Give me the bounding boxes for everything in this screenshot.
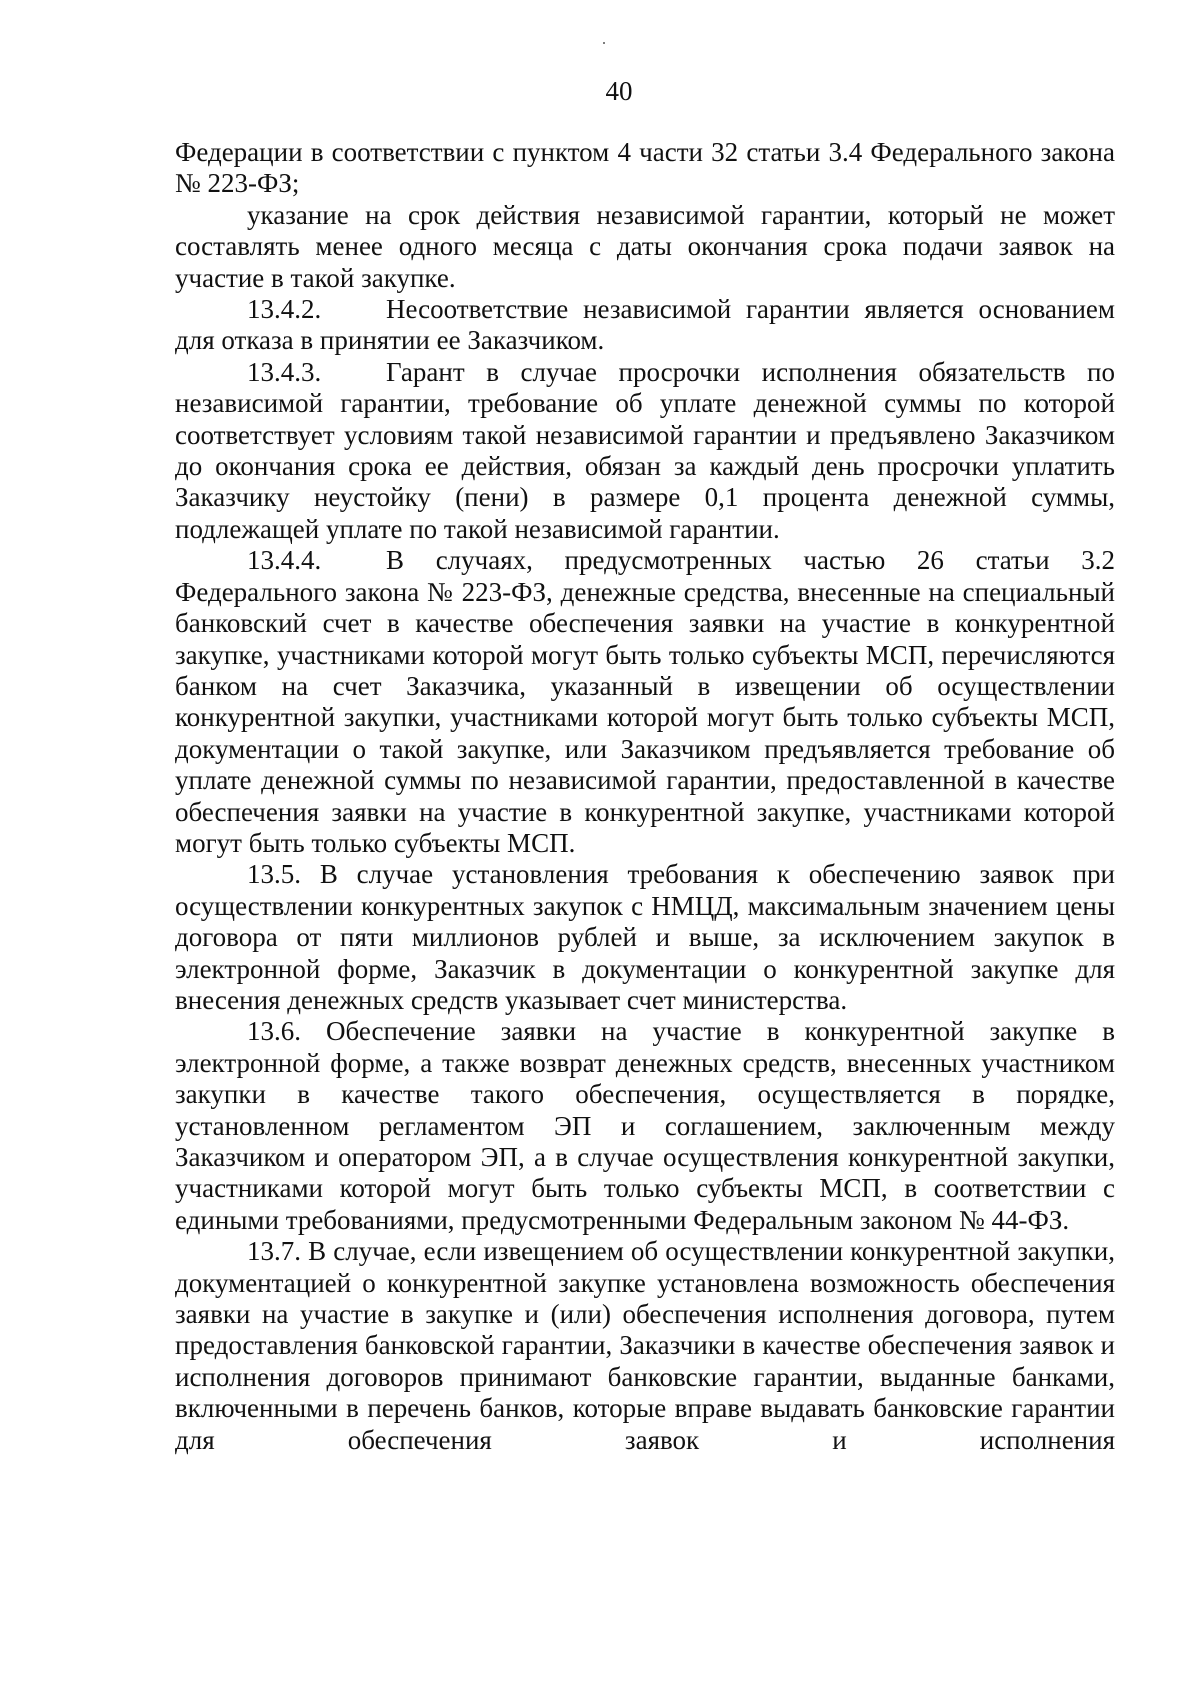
paragraph-text: Федерации в соответствии с пунктом 4 части 32 статьи 3.4 Федерального закона № 223-ФЗ;	[175, 137, 1115, 199]
paragraph-continuation	[175, 137, 1115, 200]
paragraph-13-4-4	[175, 545, 1115, 859]
paragraph-text: Несоответствие независимой гарантии является основанием для отказа в принятии ее Заказчиком.	[175, 294, 1115, 356]
scan-speck	[603, 42, 605, 44]
page-number: 40	[605, 76, 633, 106]
paragraph-13-4-2	[175, 294, 1115, 357]
paragraph-text: 13.6. Обеспечение заявки на участие в конкурентной закупке в электронной форме, а также возврат денежных средств, внесенных участником закупки в качестве такого обеспечения, осуществляется в порядке, установленном регламентом ЭП и соглашением, заключенным между Заказчиком и оператором ЭП, а в случае осуществления конкурентной закупки, участниками которой могут быть только субъекты МСП, в соответствии с едиными требованиями, предусмотренными Федеральным законом № 44-ФЗ.	[175, 1016, 1115, 1235]
paragraph-guarantee-term	[175, 200, 1115, 294]
document-body	[175, 137, 1115, 1456]
paragraph-13-7	[175, 1236, 1115, 1456]
paragraph-text: 13.7. В случае, если извещением об осуществлении конкурентной закупки, документацией о конкурентной закупке установлена возможность обеспечения заявки на участие в закупке и (или) обеспечения исполнения договора, путем предоставления банковской гарантии, Заказчики в качестве обеспечения заявок и исполнения договоров принимают банковские гарантии, выданные банками, включенными в перечень банков, которые вправе выдавать банковские гарантии для обеспечения заявок и исполнения	[175, 1236, 1115, 1455]
paragraph-13-5	[175, 859, 1115, 1016]
clause-number: 13.4.2.	[247, 294, 322, 325]
paragraph-13-4-3	[175, 357, 1115, 545]
paragraph-text: В случаях, предусмотренных частью 26 статьи 3.2 Федерального закона № 223-ФЗ, денежные средства, внесенные на специальный банковский счет в качестве обеспечения заявки на участие в конкурентной закупке, участниками которой могут быть только субъекты МСП, перечисляются банком на счет Заказчика, указанный в извещении об осуществлении конкурентной закупки, участниками которой могут быть только субъекты МСП, документации о такой закупке, или Заказчиком предъявляется требование об уплате денежной суммы по независимой гарантии, предоставленной в качестве обеспечения заявки на участие в конкурентной закупке, участниками которой могут быть только субъекты МСП.	[175, 545, 1115, 858]
paragraph-text: Гарант в случае просрочки исполнения обязательств по независимой гарантии, требование об уплате денежной суммы по которой соответствует условиям такой независимой гарантии и предъявлено Заказчиком до окончания срока ее действия, обязан за каждый день просрочки уплатить Заказчику неустойку (пени) в размере 0,1 процента денежной суммы, подлежащей уплате по такой независимой гарантии.	[175, 356, 1115, 544]
clause-number: 13.4.4.	[247, 545, 322, 576]
paragraph-text: 13.5. В случае установления требования к обеспечению заявок при осуществлении конкурентных закупок с НМЦД, максимальным значением цены договора от пяти миллионов рублей и выше, за исключением закупок в электронной форме, Заказчик в документации о конкурентной закупке для внесения денежных средств указывает счет министерства.	[175, 859, 1115, 1015]
paragraph-text: указание на срок действия независимой гарантии, который не может составлять менее одного месяца с даты окончания срока подачи заявок на участие в такой закупке.	[175, 199, 1115, 293]
paragraph-13-6	[175, 1016, 1115, 1236]
clause-number: 13.4.3.	[247, 356, 322, 387]
